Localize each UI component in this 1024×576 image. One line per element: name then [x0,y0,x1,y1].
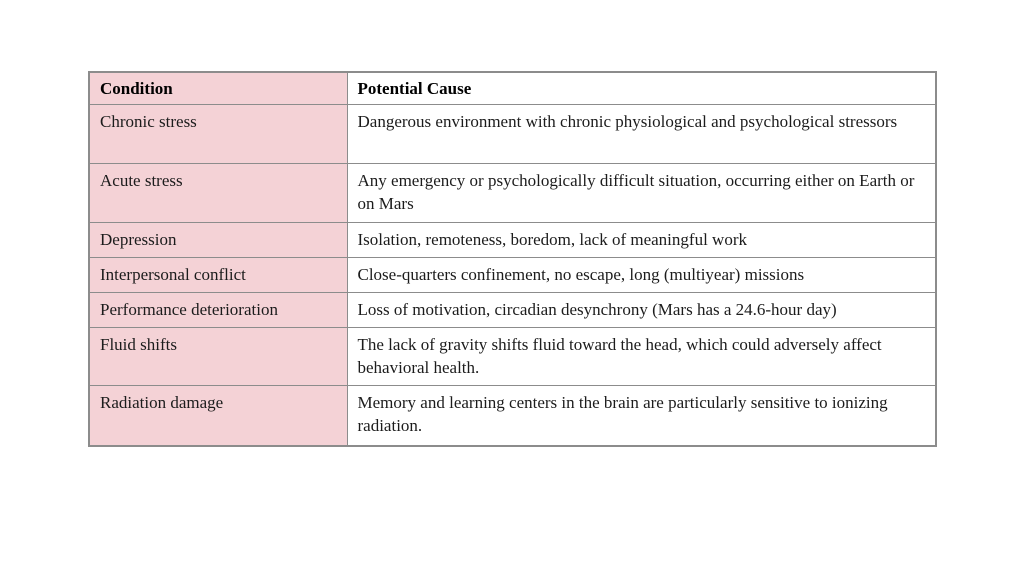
condition-cell: Interpersonal conflict [89,258,347,293]
cause-cell: Isolation, remoteness, boredom, lack of meaningful work [347,223,936,258]
table-row [89,105,936,164]
cause-cell: Memory and learning centers in the brain are particularly sensitive to ionizing radiation. [347,386,936,446]
condition-cell: Depression [89,223,347,258]
cause-cell: The lack of gravity shifts fluid toward the head, which could adversely affect behavioral health. [347,328,936,386]
condition-cell: Performance deterioration [89,293,347,328]
condition-cell: Acute stress [89,164,347,223]
column-header-condition: Condition [89,72,347,105]
cause-cell: Dangerous environment with chronic physiological and psychological stressors [347,105,936,164]
condition-cell: Radiation damage [89,386,347,446]
table-row [89,223,936,258]
table-row [89,328,936,386]
cause-cell: Any emergency or psychologically difficult situation, occurring either on Earth or on Mars [347,164,936,223]
condition-cell: Fluid shifts [89,328,347,386]
conditions-table [88,71,937,447]
cause-cell: Loss of motivation, circadian desynchrony (Mars has a 24.6-hour day) [347,293,936,328]
column-header-potential-cause: Potential Cause [347,72,936,105]
table-row [89,258,936,293]
condition-cell: Chronic stress [89,105,347,164]
table-row [89,164,936,223]
table-row [89,386,936,446]
cause-cell: Close-quarters confinement, no escape, long (multiyear) missions [347,258,936,293]
table-row [89,293,936,328]
table-header-row [89,72,936,105]
